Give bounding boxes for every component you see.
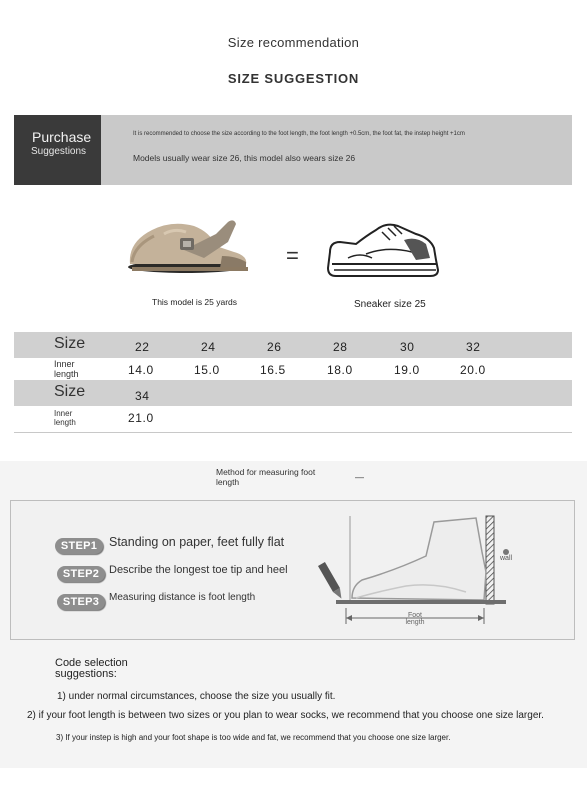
length-cell: 20.0: [460, 363, 486, 377]
wall-label: wall: [500, 555, 513, 562]
sneaker-image: [326, 218, 440, 282]
size-cell: 34: [135, 389, 150, 403]
foot-length-line2: length: [405, 619, 425, 626]
inner-label-line2: length: [54, 418, 76, 427]
model-caption: This model is 25 yards: [152, 297, 238, 307]
inner-length-label: [54, 359, 79, 379]
sneaker-caption: Sneaker size 25: [354, 299, 426, 310]
length-cell: 19.0: [394, 363, 420, 377]
length-row-1: [14, 358, 572, 380]
length-cell: 15.0: [194, 363, 220, 377]
table-divider: [14, 432, 572, 433]
size-cell: 22: [135, 340, 150, 354]
suggestions-label: Suggestions: [31, 146, 87, 157]
suggestion-2: 2) if your foot length is between two sizes or you plan to wear socks, we recommend that you choose one size larger.: [27, 710, 544, 721]
purchase-label: Purchase: [32, 129, 92, 145]
size-cell: 28: [333, 340, 348, 354]
size-row-2: [14, 380, 572, 406]
step3-text: Measuring distance is foot length: [109, 592, 256, 603]
method-dash: —: [355, 472, 364, 482]
size-cell: 30: [400, 340, 415, 354]
inner-label-line2: length: [54, 369, 79, 379]
foot-length-line1: Foot: [407, 612, 422, 619]
size-label: Size: [54, 335, 86, 352]
suggestion-3: 3) If your instep is high and your foot shape is too wide and fat, we recommend that you choose one size larger.: [56, 733, 451, 742]
step1-badge: STEP1: [55, 538, 103, 554]
purchase-label-box: [14, 115, 101, 185]
inner-length-label: [54, 409, 76, 427]
step2-text: Describe the longest toe tip and heel: [109, 564, 288, 576]
fur-clog-image: [124, 212, 254, 282]
page-title: Size recommendation: [227, 35, 360, 50]
purchase-note-foot-length: It is recommended to choose the size according to the foot length, the foot length +0.5cm, the foot fat, the instep height +1cm: [133, 131, 465, 137]
length-cell: 14.0: [128, 363, 154, 377]
length-cell: 21.0: [128, 411, 154, 425]
length-cell: 16.5: [260, 363, 286, 377]
size-cell: 26: [267, 340, 282, 354]
purchase-note-model-size: Models usually wear size 26, this model also wears size 26: [133, 153, 356, 163]
method-title: Method for measuring foot length: [216, 467, 316, 487]
step3-badge: STEP3: [57, 594, 105, 610]
code-selection-title: Code selection suggestions:: [55, 657, 128, 680]
size-table: [14, 332, 572, 432]
size-cell: 32: [466, 340, 481, 354]
length-row-2: [14, 406, 572, 430]
size-label: Size: [54, 383, 86, 400]
equals-sign: =: [286, 243, 299, 268]
step1-text: Standing on paper, feet fully flat: [109, 535, 285, 549]
section-title: SIZE SUGGESTION: [227, 71, 360, 86]
suggestion-1: 1) under normal circumstances, choose the size you usually fit.: [57, 691, 336, 702]
foot-length-label: [400, 612, 430, 626]
inner-label-line1: Inner: [54, 359, 75, 369]
step2-badge: STEP2: [57, 566, 105, 582]
inner-label-line1: Inner: [54, 409, 73, 418]
size-row-1: [14, 332, 572, 358]
size-cell: 24: [201, 340, 216, 354]
length-cell: 18.0: [327, 363, 353, 377]
